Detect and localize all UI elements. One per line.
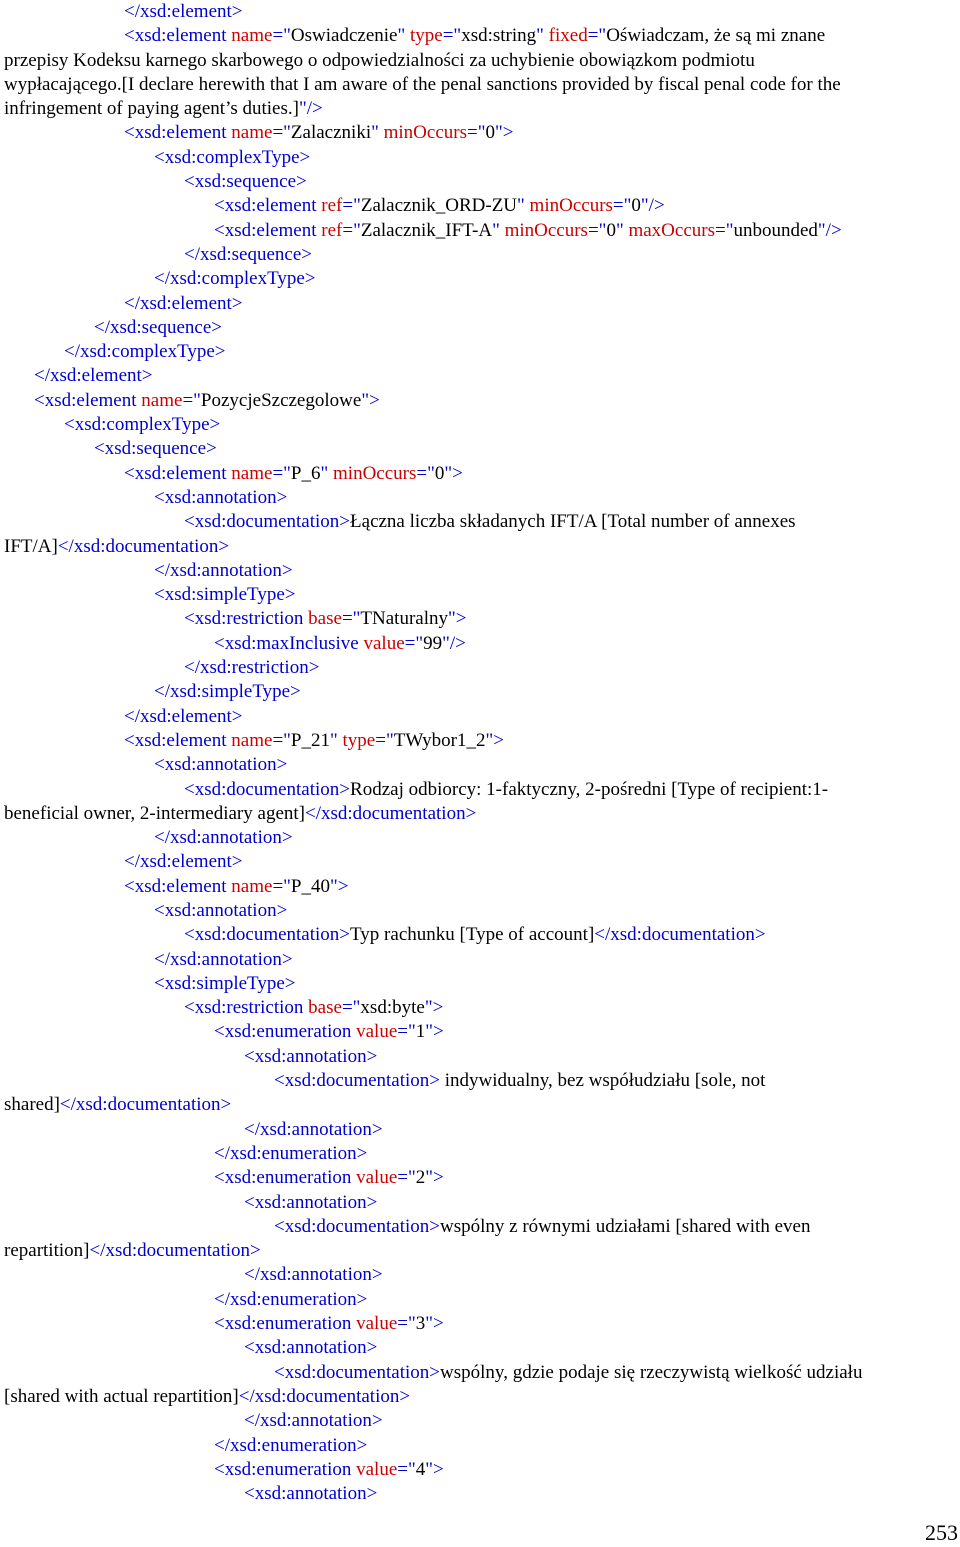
xml-tag: <xsd:element [214, 219, 322, 241]
xml-text: wspólny z równymi udziałami [shared with even [440, 1215, 811, 1237]
xml-tag: <xsd:restriction [184, 997, 309, 1019]
xml-text: beneficial owner, 2-intermediary agent] [4, 802, 305, 824]
xml-text: xsd:byte [360, 997, 425, 1019]
xml-tag: </xsd:annotation> [154, 827, 293, 849]
xml-attribute: name [231, 122, 273, 144]
xml-tag: <xsd:complexType> [154, 146, 311, 168]
xml-tag: =" [612, 195, 632, 217]
xml-tag: "> [494, 122, 514, 144]
xml-text: Zalacznik_IFT-A [360, 219, 493, 241]
xml-text: 4 [415, 1458, 426, 1480]
xml-text: wspólny, gdzie podaje się rzeczywistą wielkość udziału [440, 1361, 863, 1383]
code-line [4, 705, 954, 729]
code-line [4, 680, 954, 704]
xml-attribute: value [356, 1021, 398, 1043]
xml-tag: "/> [298, 98, 323, 120]
xml-tag: <xsd:restriction [184, 608, 309, 630]
xml-tag: " [397, 25, 410, 47]
xml-text: repartition] [4, 1240, 90, 1262]
xml-text: 2 [415, 1167, 426, 1189]
xml-tag: =" [397, 1313, 416, 1335]
code-line [4, 1142, 954, 1166]
xml-tag: </xsd:element> [34, 365, 153, 387]
code-line [4, 1458, 954, 1482]
xml-tag: =" [416, 462, 435, 484]
xml-text: 3 [415, 1313, 426, 1335]
xml-text: Rodzaj odbiorcy: 1-faktyczny, 2-pośredni [Type of recipient:1- [350, 778, 829, 800]
xml-tag: <xsd:documentation> [184, 924, 351, 946]
xml-tag: <xsd:annotation> [244, 1045, 378, 1067]
code-line [4, 1166, 954, 1190]
xml-tag: </xsd:documentation> [238, 1385, 411, 1407]
xml-tag: </xsd:sequence> [94, 316, 223, 338]
xml-attribute: value [363, 632, 405, 654]
xml-attribute: minOccurs [504, 219, 588, 241]
code-line [4, 510, 954, 534]
xml-tag: </xsd:annotation> [154, 559, 293, 581]
xml-tag: " [536, 25, 549, 47]
code-line [4, 97, 954, 121]
xml-tag: <xsd:annotation> [154, 899, 288, 921]
xml-tag: "> [485, 729, 504, 751]
code-line [4, 802, 954, 826]
xml-tag: <xsd:enumeration [214, 1313, 357, 1335]
xml-tag: </xsd:restriction> [184, 657, 320, 679]
xml-tag: <xsd:enumeration [214, 1021, 357, 1043]
xml-tag: =" [342, 219, 361, 241]
xml-tag: <xsd:enumeration [214, 1167, 357, 1189]
xml-tag: =" [342, 195, 361, 217]
xml-tag: </xsd:element> [124, 851, 243, 873]
code-line [4, 778, 954, 802]
xml-attribute: ref [321, 195, 343, 217]
code-line [4, 996, 954, 1020]
xml-text: 0 [606, 219, 616, 241]
code-line [4, 0, 954, 24]
xml-tag: </xsd:complexType> [154, 268, 316, 290]
xml-text: IFT/A] [4, 535, 58, 557]
xml-text: 1 [415, 1021, 426, 1043]
code-line [4, 729, 954, 753]
xml-tag: </xsd:element> [124, 705, 243, 727]
code-line [4, 972, 954, 996]
xml-attribute: ref [321, 219, 343, 241]
xml-attribute: name [231, 25, 273, 47]
xml-tag: =" [397, 1458, 416, 1480]
xml-attribute: minOccurs [383, 122, 467, 144]
page-number: 253 [925, 1520, 958, 1545]
code-line [4, 656, 954, 680]
xml-tag: =" [272, 122, 291, 144]
xml-attribute: name [231, 729, 273, 751]
xml-tag: " [615, 219, 629, 241]
xml-tag: "/> [640, 195, 665, 217]
xml-text: [shared with actual repartition] [4, 1385, 239, 1407]
xml-text: PozycjeSzczegolowe [200, 389, 362, 411]
xml-attribute: base [308, 608, 342, 630]
xml-tag: =" [587, 25, 607, 47]
code-line [4, 219, 954, 243]
xml-text: Zalaczniki [290, 122, 372, 144]
xml-tag: </xsd:simpleType> [154, 681, 301, 703]
xml-tag: =" [397, 1167, 416, 1189]
xml-tag: =" [587, 219, 607, 241]
code-line [4, 607, 954, 631]
xml-tag: <xsd:element [124, 25, 232, 47]
xml-tag: </xsd:documentation> [59, 1094, 232, 1116]
xml-tag: <xsd:element [214, 195, 322, 217]
xml-tag: <xsd:simpleType> [154, 972, 296, 994]
xml-text: TNaturalny [360, 608, 448, 630]
xml-tag: " [330, 729, 343, 751]
xml-text: P_40 [290, 875, 330, 897]
code-line [4, 340, 954, 364]
xml-tag: "> [444, 462, 463, 484]
xml-tag: "> [425, 1167, 444, 1189]
code-line [4, 1191, 954, 1215]
xml-text: przepisy Kodeksu karnego skarbowego o odpowiedzialności za uchybienie obowiązkom podmiotu [4, 49, 755, 71]
code-line [4, 1482, 954, 1506]
code-line [4, 948, 954, 972]
code-line [4, 1215, 954, 1239]
xml-tag: =" [467, 122, 486, 144]
xml-attribute: name [231, 875, 273, 897]
xml-tag: <xsd:sequence> [184, 171, 307, 193]
xml-tag: =" [341, 608, 361, 630]
code-line [4, 1239, 954, 1263]
xml-text: 0 [485, 122, 495, 144]
code-line [4, 243, 954, 267]
xml-tag: " [320, 462, 334, 484]
xml-attribute: base [308, 997, 342, 1019]
xml-text: P_21 [290, 729, 330, 751]
code-line [4, 1434, 954, 1458]
code-line [4, 535, 954, 559]
code-line [4, 1093, 954, 1117]
code-line [4, 73, 954, 97]
code-line [4, 632, 954, 656]
code-line [4, 267, 954, 291]
code-line [4, 875, 954, 899]
code-line [4, 24, 954, 48]
xml-tag: </xsd:documentation> [89, 1240, 261, 1262]
xml-tag: "> [425, 1458, 444, 1480]
xml-text: Zalacznik_ORD-ZU [360, 195, 518, 217]
code-line [4, 316, 954, 340]
xml-tag: </xsd:annotation> [154, 948, 293, 970]
xml-tag: </xsd:documentation> [594, 924, 766, 946]
xml-text: Oswiadczenie [290, 25, 398, 47]
code-line [4, 1118, 954, 1142]
xml-tag: " [517, 195, 530, 217]
xml-tag: </xsd:annotation> [244, 1410, 383, 1432]
xml-text: Oświadczam, że są mi znane [606, 25, 826, 47]
xml-tag: </xsd:enumeration> [214, 1434, 368, 1456]
xml-tag: =" [442, 25, 462, 47]
xml-tag: <xsd:element [124, 462, 232, 484]
xml-tag: "> [448, 608, 467, 630]
xml-tag: =" [272, 875, 291, 897]
code-line [4, 559, 954, 583]
code-line [4, 1409, 954, 1433]
xml-text: shared] [4, 1094, 60, 1116]
xml-text: xsd:string [461, 25, 537, 47]
xml-tag: </xsd:complexType> [64, 341, 226, 363]
xml-text: Typ rachunku [Type of account] [350, 924, 595, 946]
xml-text: unbounded [733, 219, 818, 241]
xml-tag: "> [424, 997, 444, 1019]
xml-tag: <xsd:documentation> [274, 1361, 441, 1383]
xml-tag: <xsd:annotation> [244, 1337, 378, 1359]
xml-tag: "/> [442, 632, 466, 654]
code-line [4, 170, 954, 194]
xml-tag: <xsd:complexType> [64, 414, 221, 436]
xml-tag: =" [182, 389, 201, 411]
xml-attribute: name [231, 462, 273, 484]
xml-tag: "> [425, 1313, 444, 1335]
xml-tag: <xsd:annotation> [154, 754, 288, 776]
xml-text: TWybor1_2 [393, 729, 486, 751]
xml-tag: </xsd:element> [124, 1, 243, 22]
xml-tag: <xsd:documentation> [274, 1070, 441, 1092]
xml-tag: "/> [817, 219, 842, 241]
code-line [4, 1020, 954, 1044]
code-line [4, 850, 954, 874]
xml-text: infringement of paying agent’s duties.] [4, 98, 299, 120]
xml-tag: <xsd:documentation> [184, 778, 351, 800]
xml-attribute: maxOccurs [628, 219, 715, 241]
code-line [4, 899, 954, 923]
code-line [4, 1336, 954, 1360]
xml-tag: </xsd:element> [124, 292, 243, 314]
code-line [4, 389, 954, 413]
xml-tag: </xsd:enumeration> [214, 1142, 368, 1164]
code-line [4, 462, 954, 486]
xml-text: Łączna liczba składanych IFT/A [Total number of annexes [350, 511, 796, 533]
xml-attribute: value [356, 1458, 398, 1480]
code-line [4, 49, 954, 73]
xml-tag: </xsd:documentation> [305, 802, 477, 824]
xml-tag: "> [425, 1021, 444, 1043]
xml-tag: =" [272, 462, 291, 484]
code-line [4, 121, 954, 145]
xml-attribute: name [141, 389, 183, 411]
xml-tag: <xsd:element [124, 122, 232, 144]
xml-tag: </xsd:documentation> [57, 535, 230, 557]
xml-tag: =" [375, 729, 394, 751]
code-line [4, 1288, 954, 1312]
xml-tag: <xsd:element [124, 875, 232, 897]
code-line [4, 1312, 954, 1336]
xml-tag: <xsd:annotation> [244, 1483, 378, 1505]
xml-tag: <xsd:simpleType> [154, 584, 296, 606]
xml-tag: "> [361, 389, 380, 411]
xml-attribute: fixed [548, 25, 588, 47]
xml-attribute: minOccurs [529, 195, 613, 217]
xml-tag: =" [397, 1021, 416, 1043]
xml-tag: <xsd:element [124, 729, 232, 751]
xsd-code-listing [4, 0, 954, 1506]
code-line [4, 364, 954, 388]
code-line [4, 1045, 954, 1069]
code-line [4, 413, 954, 437]
xml-tag: <xsd:element [34, 389, 142, 411]
xml-tag: </xsd:annotation> [244, 1118, 383, 1140]
xml-tag: =" [272, 729, 291, 751]
code-line [4, 146, 954, 170]
code-line [4, 826, 954, 850]
code-line [4, 583, 954, 607]
xml-tag: " [492, 219, 505, 241]
code-line [4, 923, 954, 947]
code-line [4, 1263, 954, 1287]
xml-tag: <xsd:annotation> [244, 1191, 378, 1213]
xml-attribute: minOccurs [333, 462, 417, 484]
xml-tag: <xsd:annotation> [154, 486, 288, 508]
xml-tag: <xsd:sequence> [94, 438, 217, 460]
code-line [4, 1361, 954, 1385]
xml-text: wypłacającego.[I declare herewith that I am aware of the penal sanctions provided by fiscal penal code for the [4, 73, 841, 95]
code-line [4, 292, 954, 316]
xml-tag: =" [404, 632, 424, 654]
xml-text: indywidualny, bez współudziału [sole, not [440, 1070, 766, 1092]
xml-tag: =" [341, 997, 361, 1019]
xml-attribute: type [410, 25, 443, 47]
xml-attribute: value [356, 1167, 398, 1189]
xml-tag: <xsd:documentation> [274, 1215, 441, 1237]
xml-tag: =" [272, 25, 291, 47]
code-line [4, 1385, 954, 1409]
xml-text: P_6 [290, 462, 321, 484]
code-line [4, 437, 954, 461]
code-line [4, 194, 954, 218]
code-line [4, 1069, 954, 1093]
code-line [4, 486, 954, 510]
xml-tag: </xsd:annotation> [244, 1264, 383, 1286]
xml-attribute: value [356, 1313, 398, 1335]
xml-text: 0 [631, 195, 641, 217]
code-line [4, 753, 954, 777]
xml-tag: =" [714, 219, 734, 241]
xml-tag: <xsd:enumeration [214, 1458, 357, 1480]
xml-text: 0 [434, 462, 445, 484]
xml-tag: "> [330, 875, 349, 897]
xml-tag: </xsd:enumeration> [214, 1288, 368, 1310]
xml-attribute: type [342, 729, 376, 751]
xml-tag: <xsd:documentation> [184, 511, 351, 533]
xml-text: 99 [423, 632, 443, 654]
xml-tag: </xsd:sequence> [184, 243, 313, 265]
xml-tag: <xsd:maxInclusive [214, 632, 364, 654]
xml-tag: " [371, 122, 384, 144]
